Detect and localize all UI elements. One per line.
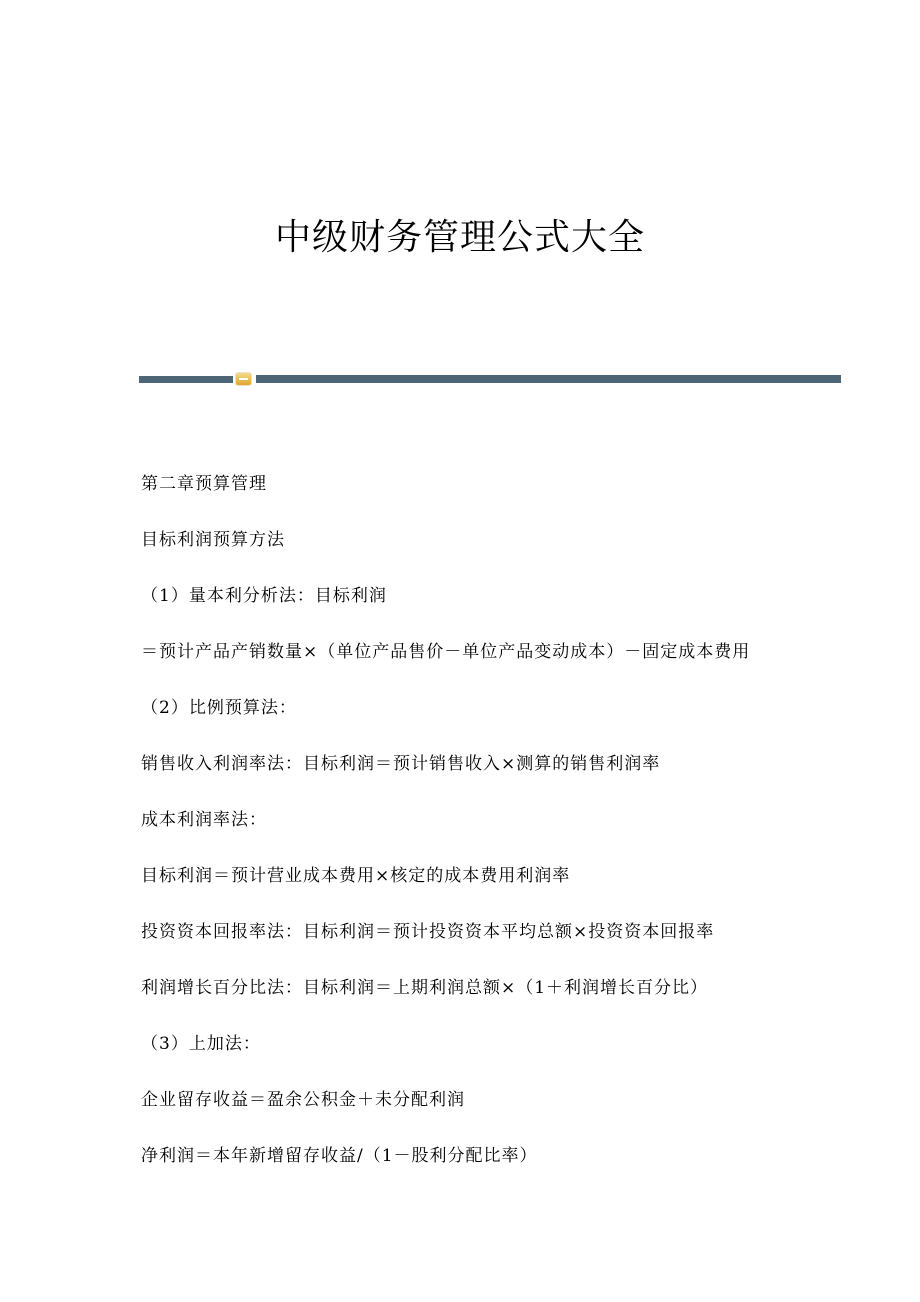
section-divider [139, 372, 841, 386]
formula-line: 投资资本回报率法：目标利润＝预计投资资本平均总额×投资资本回报率 [141, 922, 715, 942]
page-title: 中级财务管理公式大全 [274, 217, 645, 258]
chapter-heading: 第二章预算管理 [141, 474, 267, 494]
divider-bar-right [256, 375, 841, 383]
formula-line: ＝预计产品产销数量×（单位产品售价－单位产品变动成本）－固定成本费用 [141, 642, 751, 662]
text-line: （3）上加法： [141, 1034, 261, 1054]
document-body [141, 470, 841, 1198]
divider-bar-left [139, 376, 233, 383]
divider-ornament-icon [236, 373, 251, 385]
text-line: （2）比例预算法： [141, 698, 297, 718]
formula-line: 销售收入利润率法：目标利润＝预计销售收入×测算的销售利润率 [141, 754, 661, 774]
section-heading: 目标利润预算方法 [141, 530, 285, 550]
formula-line: 目标利润＝预计营业成本费用×核定的成本费用利润率 [141, 866, 571, 886]
formula-line: 净利润＝本年新增留存收益/（1－股利分配比率） [141, 1146, 538, 1166]
formula-line: 利润增长百分比法：目标利润＝上期利润总额×（1＋利润增长百分比） [141, 978, 709, 998]
formula-line: 企业留存收益＝盈余公积金＋未分配利润 [141, 1090, 465, 1110]
text-line: 成本利润率法： [141, 810, 267, 830]
text-line: （1）量本利分析法：目标利润 [141, 586, 387, 606]
